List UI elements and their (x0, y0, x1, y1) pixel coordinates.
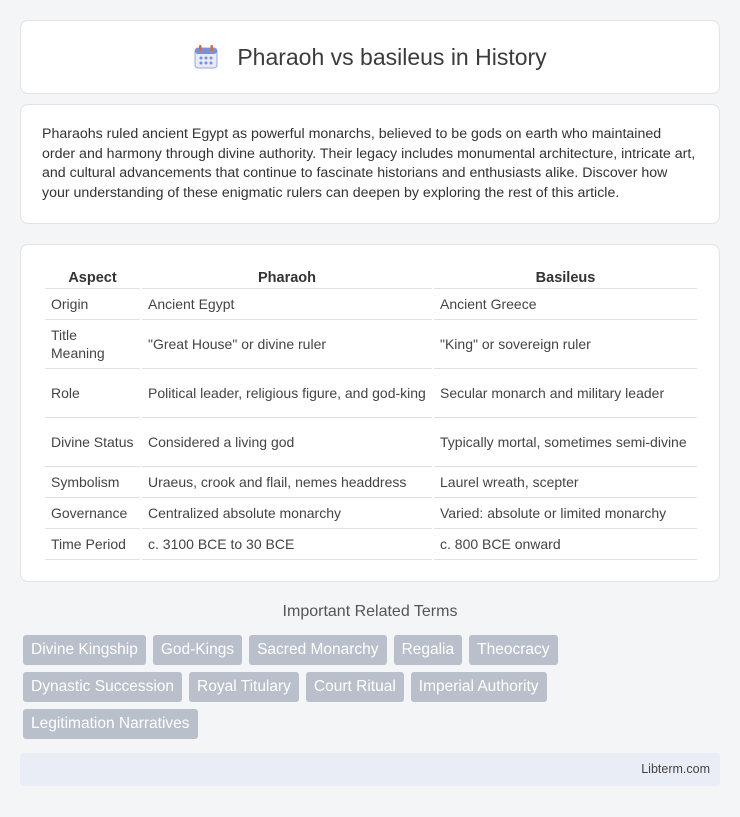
table-row (45, 467, 697, 498)
cell-aspect: Divine Status (45, 418, 140, 467)
cell-aspect: Title Meaning (45, 320, 140, 369)
column-header-pharaoh: Pharaoh (142, 267, 432, 289)
footer-site-link[interactable]: Libterm.com (641, 762, 710, 776)
table-row (45, 289, 697, 320)
cell-aspect: Role (45, 369, 140, 418)
table-row (45, 320, 697, 369)
cell-aspect: Origin (45, 289, 140, 320)
table-row (45, 369, 697, 418)
cell-pharaoh: Ancient Egypt (142, 289, 432, 320)
cell-pharaoh: Political leader, religious figure, and god-king (142, 369, 432, 418)
cell-basileus: Laurel wreath, scepter (434, 467, 697, 498)
cell-aspect: Governance (45, 498, 140, 529)
tag-divine-kingship[interactable]: Divine Kingship (23, 635, 146, 665)
cell-pharaoh: "Great House" or divine ruler (142, 320, 432, 369)
footer (20, 753, 720, 786)
cell-basileus: Varied: absolute or limited monarchy (434, 498, 697, 529)
intro-text: Pharaohs ruled ancient Egypt as powerful monarchs, believed to be gods on earth who maintained order and harmony through divine authority. Their legacy includes monumental architecture, intricate art, and cultural advancements that continue to fascinate historians and enthusiasts alike. Discover how your understanding of these enigmatic rulers can deepen by exploring the rest of this article. (42, 126, 696, 201)
cell-basileus: c. 800 BCE onward (434, 529, 697, 560)
cell-basileus: Typically mortal, sometimes semi-divine (434, 418, 697, 467)
tag-sacred-monarchy[interactable]: Sacred Monarchy (249, 635, 386, 665)
cell-aspect: Time Period (45, 529, 140, 560)
tag-royal-titulary[interactable]: Royal Titulary (189, 672, 299, 702)
page-title: Pharaoh vs basileus in History (237, 43, 547, 70)
table-row (45, 498, 697, 529)
comparison-table-card (20, 244, 720, 582)
cell-aspect: Symbolism (45, 467, 140, 498)
tag-regalia[interactable]: Regalia (394, 635, 463, 665)
header-card (20, 20, 720, 94)
tag-god-kings[interactable]: God-Kings (153, 635, 242, 665)
related-terms-list (23, 635, 723, 739)
tag-legitimation-narratives[interactable]: Legitimation Narratives (23, 709, 198, 739)
cell-pharaoh: Centralized absolute monarchy (142, 498, 432, 529)
tag-theocracy[interactable]: Theocracy (469, 635, 557, 665)
cell-basileus: Ancient Greece (434, 289, 697, 320)
intro-card (20, 104, 720, 224)
cell-pharaoh: Considered a living god (142, 418, 432, 467)
column-header-basileus: Basileus (434, 267, 697, 289)
table-row (45, 529, 697, 560)
table-header-row (45, 267, 697, 289)
column-header-aspect: Aspect (45, 267, 140, 289)
tag-dynastic-succession[interactable]: Dynastic Succession (23, 672, 182, 702)
cell-pharaoh: Uraeus, crook and flail, nemes headdress (142, 467, 432, 498)
related-terms-title: Important Related Terms (282, 603, 458, 620)
calendar-grid-icon (193, 44, 219, 70)
tag-imperial-authority[interactable]: Imperial Authority (411, 672, 547, 702)
cell-pharaoh: c. 3100 BCE to 30 BCE (142, 529, 432, 560)
cell-basileus: Secular monarch and military leader (434, 369, 697, 418)
comparison-table (43, 267, 699, 560)
cell-basileus: "King" or sovereign ruler (434, 320, 697, 369)
table-row (45, 418, 697, 467)
tag-court-ritual[interactable]: Court Ritual (306, 672, 404, 702)
